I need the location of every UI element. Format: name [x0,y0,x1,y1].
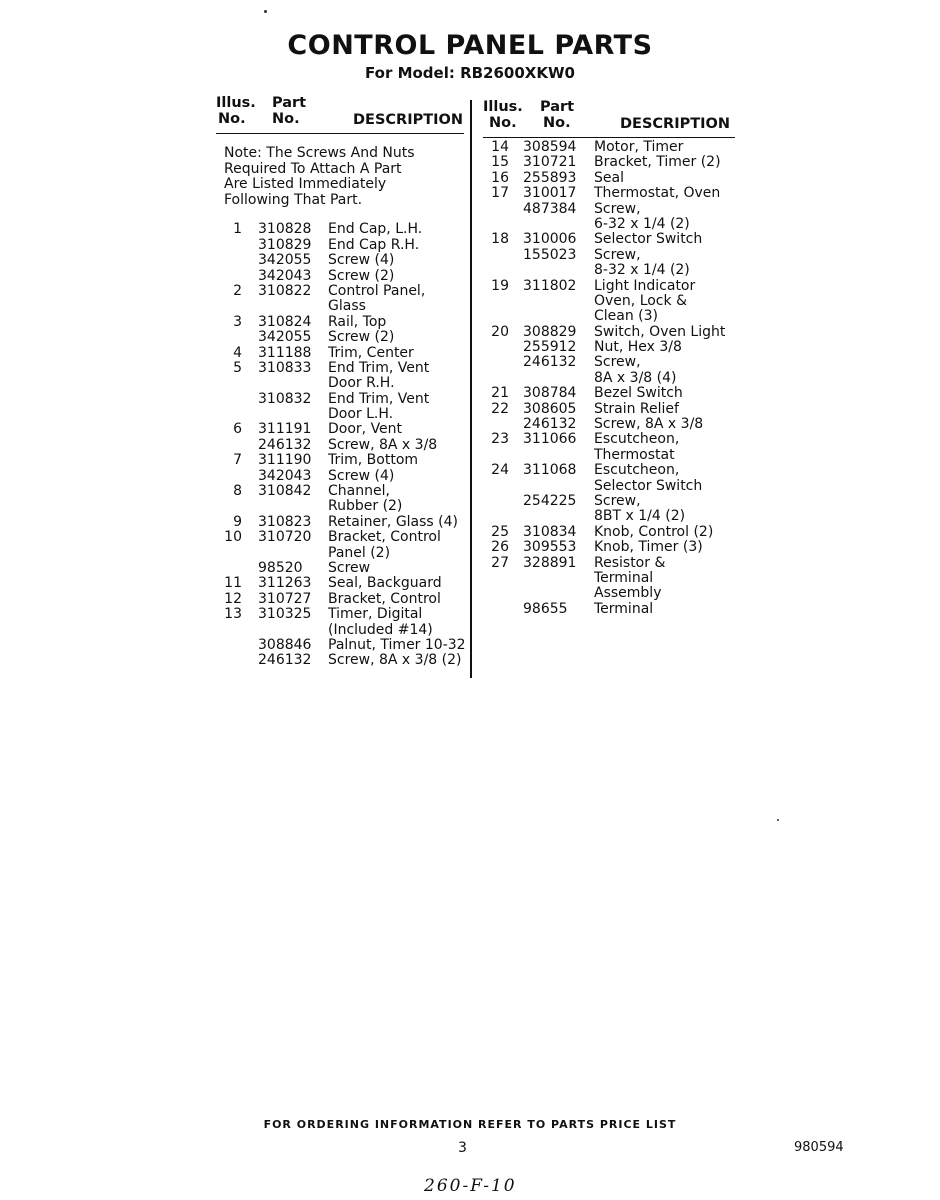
part-description: Seal [594,169,624,186]
illus-number: 27 [491,554,509,571]
part-header: Part [540,99,575,115]
part-row [216,484,466,499]
part-row [483,371,738,386]
header-rule [483,137,735,139]
part-description: Bezel Switch [594,385,683,402]
illus-no-header: No. [218,111,246,127]
part-description: Retainer, Glass (4) [328,513,458,530]
part-row [216,469,466,484]
part-description: 8A x 3/8 (4) [594,369,677,386]
part-row [483,417,738,432]
part-number: 311191 [258,421,312,438]
part-description: Screw, [594,200,641,217]
part-description: Panel (2) [328,544,391,561]
part-number: 342055 [258,329,312,346]
part-description: Door L.H. [328,406,394,423]
part-no-header: No. [272,111,300,127]
part-number: 311263 [258,575,312,592]
part-description: Screw (4) [328,252,395,269]
screws-note [216,146,466,208]
part-number: 342043 [258,467,312,484]
part-row [216,592,466,607]
part-number: 310325 [258,606,312,623]
part-description: Bracket, Control [328,529,441,546]
part-row [216,330,466,345]
note-line: Are Listed Immediately [224,176,387,193]
part-description: Screw, 8A x 3/8 [328,436,438,453]
part-number: 311068 [523,462,577,479]
column-divider [470,100,472,678]
part-description: End Trim, Vent [328,359,430,376]
part-description: Screw (2) [328,329,395,346]
scan-speck [777,819,779,821]
part-row [483,402,738,417]
part-number: 310842 [258,483,312,500]
part-row [483,294,738,309]
illus-header: Illus. [216,95,256,111]
part-description: Trim, Bottom [328,452,419,469]
illus-number: 13 [224,606,242,623]
part-description: Door R.H. [328,375,395,392]
part-row [483,586,738,601]
illus-number: 26 [491,539,509,556]
model-subtitle: For Model: RB2600XKW0 [365,64,575,82]
part-row [216,376,466,391]
part-row [216,253,466,268]
part-number: 311066 [523,431,577,448]
part-description: Clean (3) [594,308,659,325]
illus-number: 14 [491,139,509,155]
part-number: 246132 [258,652,312,669]
part-description: Knob, Timer (3) [594,539,703,556]
part-row [483,386,738,401]
part-number: 342055 [258,252,312,269]
part-description: (Included #14) [328,621,433,638]
part-description: Switch, Oven Light [594,323,726,340]
part-number: 311190 [258,452,312,469]
illus-number: 4 [233,344,242,361]
part-description: Screw, [594,492,641,509]
part-number: 155023 [523,246,577,263]
part-row [483,309,738,324]
part-no-header: No. [543,115,571,131]
part-row [483,432,738,447]
illus-number: 9 [233,513,242,530]
part-description: Escutcheon, [594,462,680,479]
left-column-header [216,96,466,134]
illus-no-header: No. [489,115,517,131]
illus-number: 11 [224,575,242,592]
handwritten-annotation: 260-F-10 [424,1176,517,1196]
part-description: Strain Relief [594,400,679,417]
part-description: Seal, Backguard [328,575,442,592]
part-number: 308605 [523,400,577,417]
part-number: 310822 [258,282,312,299]
part-description: Terminal [594,569,654,586]
part-number: 98655 [523,600,568,617]
part-row [216,576,466,591]
part-row [216,438,466,453]
part-row [216,346,466,361]
part-description: Nut, Hex 3/8 [594,339,682,356]
illus-number: 19 [491,277,509,294]
illus-number: 3 [233,313,242,330]
illus-number: 6 [233,421,242,438]
part-description: Knob, Control (2) [594,523,714,540]
part-row [216,499,466,514]
illus-number: 8 [233,483,242,500]
illus-number: 15 [491,154,509,171]
part-description: Timer, Digital [328,606,423,623]
part-description: Glass [328,298,366,315]
part-number: 255912 [523,339,577,356]
part-number: 310824 [258,313,312,330]
part-header: Part [272,95,307,111]
part-row [483,355,738,370]
part-number: 310832 [258,390,312,407]
illus-number: 16 [491,169,509,186]
part-description: Trim, Center [328,344,414,361]
illus-number: 23 [491,431,509,448]
illus-number: 18 [491,231,509,248]
part-description: End Cap R.H. [328,236,420,253]
note-line: Note: The Screws And Nuts [224,145,415,161]
description-header: DESCRIPTION [353,112,463,128]
part-row [216,561,466,576]
illus-number: 17 [491,185,509,202]
part-description: Oven, Lock & [594,292,687,309]
right-parts-list [483,140,738,617]
part-number: 98520 [258,559,303,576]
illus-number: 7 [233,452,242,469]
part-row [483,448,738,463]
part-description: 8BT x 1/4 (2) [594,508,686,525]
part-row [483,494,738,509]
part-description: Control Panel, [328,282,426,299]
part-description: Screw [328,559,371,576]
part-description: End Cap, L.H. [328,221,423,238]
part-row [216,284,466,299]
part-row [216,222,466,237]
part-number: 310828 [258,221,312,238]
part-number: 309553 [523,539,577,556]
part-description: End Trim, Vent [328,390,430,407]
part-number: 487384 [523,200,577,217]
part-number: 246132 [523,354,577,371]
part-description: Selector Switch [594,477,703,494]
part-description: Screw (4) [328,467,395,484]
part-description: Screw (2) [328,267,395,284]
illus-number: 10 [224,529,242,546]
part-row [216,653,466,668]
part-description: Terminal [594,600,654,617]
part-description: Door, Vent [328,421,403,438]
part-row [483,202,738,217]
illus-number: 12 [224,590,242,607]
part-row [216,315,466,330]
part-description: Screw, [594,354,641,371]
part-number: 310829 [258,236,312,253]
part-number: 308594 [523,139,577,155]
part-row [216,546,466,561]
part-row [483,509,738,524]
part-number: 328891 [523,554,577,571]
part-row [216,269,466,284]
part-row [483,155,738,170]
part-row [483,171,738,186]
description-header: DESCRIPTION [620,116,730,132]
part-row [483,325,738,340]
part-description: Rubber (2) [328,498,403,515]
part-description: 6-32 x 1/4 (2) [594,215,690,232]
part-description: Motor, Timer [594,139,684,155]
left-parts-list [216,222,466,668]
ordering-info-footer: FOR ORDERING INFORMATION REFER TO PARTS PRICE LIST [263,1118,677,1131]
page-number: 3 [458,1140,467,1156]
part-number: 255893 [523,169,577,186]
part-number: 308784 [523,385,577,402]
part-description: Palnut, Timer 10-32 [328,636,466,653]
part-row [483,140,738,155]
illus-number: 21 [491,385,509,402]
part-number: 310720 [258,529,312,546]
part-number: 310721 [523,154,577,171]
part-description: Bracket, Control [328,590,441,607]
part-number: 310833 [258,359,312,376]
part-row [216,238,466,253]
part-row [216,299,466,314]
scan-speck [264,10,267,13]
part-description: Assembly [594,585,662,602]
part-row [483,232,738,247]
document-number: 980594 [794,1140,844,1155]
part-number: 310823 [258,513,312,530]
part-description: Channel, [328,483,390,500]
part-description: Screw, [594,246,641,263]
illus-number: 5 [233,359,242,376]
illus-number: 1 [233,221,242,238]
part-description: Rail, Top [328,313,387,330]
part-row [483,186,738,201]
part-row [483,217,738,232]
page-title: CONTROL PANEL PARTS [287,30,653,61]
note-line: Required To Attach A Part [224,160,402,177]
part-number: 246132 [258,436,312,453]
part-description: Screw, 8A x 3/8 (2) [328,652,462,669]
part-number: 310834 [523,523,577,540]
part-description: Escutcheon, [594,431,680,448]
part-row [483,248,738,263]
left-parts-column [216,96,466,669]
part-number: 311188 [258,344,312,361]
part-number: 310006 [523,231,577,248]
illus-number: 24 [491,462,509,479]
part-row [483,340,738,355]
part-number: 311802 [523,277,577,294]
illus-number: 20 [491,323,509,340]
part-row [483,571,738,586]
part-row [216,530,466,545]
part-number: 308829 [523,323,577,340]
illus-number: 25 [491,523,509,540]
part-description: Resistor & [594,554,666,571]
part-number: 246132 [523,416,577,433]
part-number: 254225 [523,492,577,509]
part-row [483,263,738,278]
part-description: Thermostat, Oven [594,185,721,202]
right-column-header [483,100,738,138]
part-row [483,525,738,540]
part-number: 308846 [258,636,312,653]
part-row [216,361,466,376]
part-number: 310017 [523,185,577,202]
part-row [483,602,738,617]
part-number: 310727 [258,590,312,607]
part-row [216,392,466,407]
part-row [483,556,738,571]
part-row [216,407,466,422]
note-line: Following That Part. [224,191,363,208]
header-rule [216,133,464,135]
part-description: Selector Switch [594,231,703,248]
part-row [483,279,738,294]
part-description: 8-32 x 1/4 (2) [594,262,690,279]
part-row [483,540,738,555]
illus-number: 22 [491,400,509,417]
right-parts-column [483,100,738,617]
part-description: Thermostat [594,446,675,463]
part-description: Bracket, Timer (2) [594,154,721,171]
part-description: Screw, 8A x 3/8 [594,416,704,433]
part-row [216,515,466,530]
part-number: 342043 [258,267,312,284]
part-row [483,479,738,494]
part-row [216,422,466,437]
part-row [216,453,466,468]
illus-header: Illus. [483,99,523,115]
part-row [216,638,466,653]
part-row [216,623,466,638]
part-row [216,607,466,622]
illus-number: 2 [233,282,242,299]
part-description: Light Indicator [594,277,696,294]
part-row [483,463,738,478]
